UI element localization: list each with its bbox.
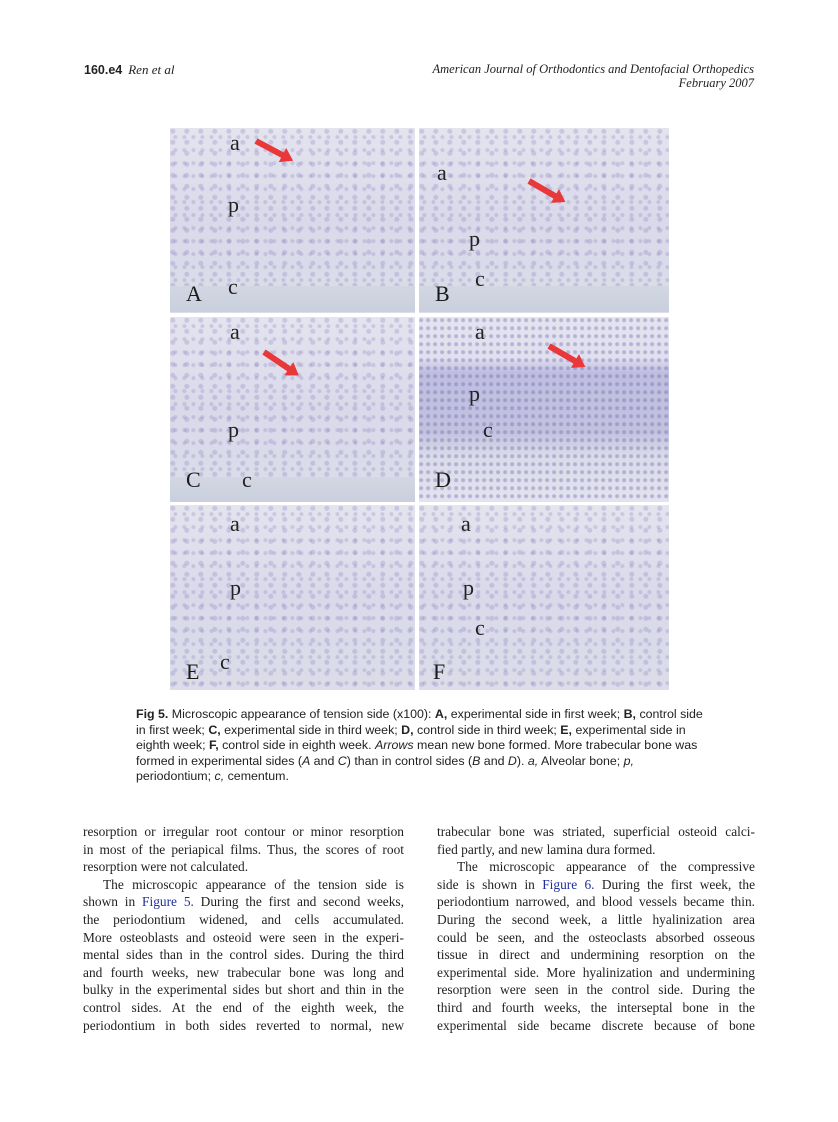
caption-italic: a, <box>527 753 539 768</box>
text-line: third and fourth weeks, the interseptal bone in the <box>437 999 755 1015</box>
caption-text: cementum. <box>224 769 289 784</box>
panel-letter: F <box>433 659 446 684</box>
caption-key: F, <box>209 738 219 753</box>
text-line: tissue in direct and undermining resorption on the <box>437 947 755 963</box>
text-line: and fourth weeks, new trabecular bone was long and <box>83 964 404 980</box>
text-line: experimental side became discrete because of bone <box>437 1017 755 1033</box>
micrograph-panel-b <box>419 128 669 313</box>
label-cementum: c <box>475 615 485 640</box>
label-cementum: c <box>242 467 252 492</box>
text-line: the periodontium widened, and cells accumulated. <box>83 911 404 927</box>
authors: Ren et al <box>128 62 175 77</box>
panel-letter: A <box>186 281 202 306</box>
caption-text: and <box>310 753 338 768</box>
caption-key: E, <box>560 722 572 737</box>
arrow-icon <box>255 138 288 159</box>
label-cementum: c <box>483 417 493 442</box>
text-line: The microscopic appearance of the tension side is <box>103 876 404 892</box>
caption-label: Fig 5. <box>136 707 169 721</box>
arrow-icon <box>262 350 294 374</box>
text-line: resorption were seen in the control side. During the <box>437 982 755 998</box>
caption-text: experimental side in eighth week; <box>136 722 686 753</box>
label-alveolar: a <box>437 160 447 185</box>
text-line: The microscopic appearance of the compressive <box>457 859 755 875</box>
micrograph-panel-c <box>170 317 415 502</box>
caption-key: A, <box>434 707 448 721</box>
caption-italic: Arrows <box>375 738 414 753</box>
text-line: periodontium narrowed, and blood vessels became thin. <box>437 894 755 910</box>
panel-letter: B <box>435 281 450 306</box>
text-line: resorption or irregular root contour or minor resorption <box>83 824 404 839</box>
text-line: During the second week, a little hyalinization area <box>437 911 755 927</box>
label-periodontium: p <box>469 381 480 406</box>
label-alveolar: a <box>230 130 240 155</box>
panel-letter: D <box>435 467 451 492</box>
journal-title: American Journal of Orthodontics and Dentofacial Orthopedics <box>432 62 754 76</box>
arrow-icon <box>548 343 580 365</box>
text-line: bulky in the experimental sides but short and thin in the <box>83 982 404 998</box>
running-header-right <box>433 62 755 90</box>
text-line: More osteoblasts and osteoid were seen in the experi- <box>83 929 404 945</box>
text-segment: During the first week, the <box>594 876 756 892</box>
caption-key: C, <box>208 722 221 737</box>
text-line <box>437 876 755 894</box>
micrograph-panel-a <box>170 128 415 313</box>
caption-text: and <box>480 753 508 768</box>
figure-caption <box>136 707 706 785</box>
caption-italic: A <box>301 753 311 768</box>
text-segment: During the first and second weeks, <box>193 894 404 910</box>
caption-text: control side in first week; <box>136 707 703 737</box>
micrograph-panel-e <box>170 505 415 690</box>
text-segment: side is shown in <box>437 876 543 892</box>
text-line: mental sides than in the control sides. During the third <box>83 947 404 963</box>
caption-italic: C <box>337 753 347 768</box>
caption-key: D, <box>401 722 414 737</box>
label-cementum: c <box>220 649 230 674</box>
caption-text: mean new bone formed. More trabecular bone was formed in experimental sides ( <box>136 738 698 768</box>
caption-italic: B <box>472 753 481 768</box>
caption-italic: p, <box>623 753 634 768</box>
caption-text: Alveolar bone; <box>538 753 624 768</box>
body-column-right <box>437 823 755 1034</box>
caption-italic: c, <box>214 769 225 784</box>
text-line: trabecular bone was striated, superficial osteoid calci- <box>437 824 755 839</box>
cementum-band <box>170 286 415 312</box>
text-segment: shown in <box>83 894 143 910</box>
cementum-band <box>170 477 415 502</box>
caption-text: experimental side in third week; <box>220 722 402 737</box>
text-line: could be seen, and the osteoclasts absorbed osseous <box>437 929 755 945</box>
figure-5 <box>170 128 669 690</box>
label-periodontium: p <box>469 226 480 251</box>
label-periodontium: p <box>463 575 474 600</box>
page-number: 160.e4 <box>84 63 123 77</box>
label-periodontium: p <box>228 417 239 442</box>
label-alveolar: a <box>230 319 240 344</box>
caption-text: control side in third week; <box>413 722 561 737</box>
figure-link[interactable]: Figure 5. <box>142 894 194 910</box>
label-cementum: c <box>475 266 485 291</box>
caption-text: ) than in control sides ( <box>346 753 473 768</box>
caption-text: periodontium; <box>136 769 215 784</box>
caption-text: Microscopic appearance of tension side (x100): <box>168 707 435 721</box>
label-cementum: c <box>228 274 238 299</box>
cementum-band <box>419 286 669 312</box>
text-line: resorption were not calculated. <box>83 859 249 875</box>
running-header-left <box>84 62 174 78</box>
label-alveolar: a <box>475 319 485 344</box>
label-alveolar: a <box>230 511 240 536</box>
caption-text: experimental side in first week; <box>447 707 624 721</box>
text-line: periodontium in both sides reverted to normal, new <box>83 1017 404 1033</box>
body-column-left <box>83 823 404 1034</box>
caption-text: ). <box>516 753 528 768</box>
micrograph-panel-d <box>419 317 669 502</box>
micrograph-panel-f <box>419 505 669 690</box>
caption-text: control side in eighth week. <box>218 738 376 753</box>
caption-key: B, <box>623 707 637 721</box>
panel-letter: E <box>186 659 200 684</box>
figure-link[interactable]: Figure 6. <box>542 876 595 892</box>
label-periodontium: p <box>230 575 241 600</box>
text-line: fied partly, and new lamina dura formed. <box>437 841 656 857</box>
text-line: experimental side. More hyalinization and undermining <box>437 964 755 980</box>
label-alveolar: a <box>461 511 471 536</box>
text-line: in most of the periapical films. Thus, the scores of root <box>83 841 404 857</box>
caption-italic: D <box>507 753 517 768</box>
issue-date: February 2007 <box>678 76 754 90</box>
label-periodontium: p <box>228 192 239 217</box>
panel-letter: C <box>186 467 201 492</box>
text-line: control sides. At the end of the eighth week, the <box>83 999 404 1015</box>
arrow-icon <box>528 178 560 200</box>
text-line <box>83 893 404 911</box>
